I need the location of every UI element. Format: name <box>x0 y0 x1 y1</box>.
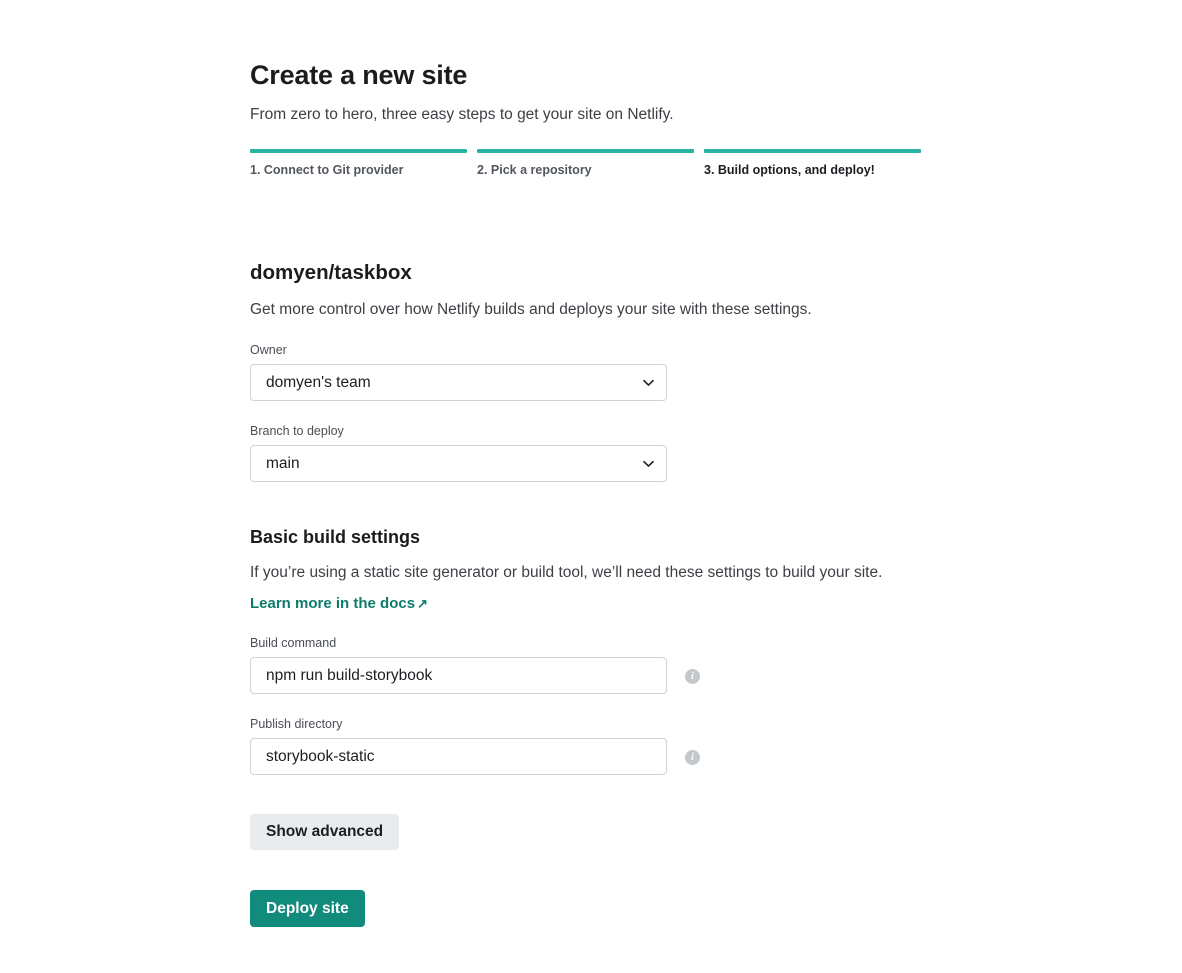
branch-label: Branch to deploy <box>250 424 344 438</box>
branch-field <box>250 423 950 482</box>
branch-select-wrapper <box>250 445 667 482</box>
repository-description: Get more control over how Netlify builds and deploys your site with these settings. <box>250 301 812 318</box>
page-content <box>250 0 950 927</box>
owner-label: Owner <box>250 343 287 357</box>
show-advanced-row <box>250 775 950 850</box>
step-connect-git-provider[interactable] <box>250 149 477 177</box>
owner-field <box>250 342 950 401</box>
step-label: 1. Connect to Git provider <box>250 163 404 177</box>
build-settings-description: If you’re using a static site generator or build tool, we’ll need these settings to build your site. <box>250 564 883 581</box>
page-title: Create a new site <box>250 60 468 90</box>
build-command-row <box>250 657 950 694</box>
docs-link[interactable] <box>250 595 428 612</box>
deploy-site-button[interactable]: Deploy site <box>250 890 365 927</box>
info-icon[interactable]: i <box>685 750 700 765</box>
build-command-label: Build command <box>250 636 337 650</box>
docs-link-label: Learn more in the docs <box>250 595 416 612</box>
publish-directory-input[interactable] <box>250 738 667 775</box>
step-label: 3. Build options, and deploy! <box>704 163 875 177</box>
publish-directory-field <box>250 716 950 775</box>
deploy-row <box>250 850 950 927</box>
build-command-input[interactable] <box>250 657 667 694</box>
step-pick-a-repository[interactable] <box>477 149 704 177</box>
info-icon[interactable]: i <box>685 669 700 684</box>
step-build-options-and-deploy[interactable] <box>704 149 931 177</box>
page-subtitle: From zero to hero, three easy steps to get your site on Netlify. <box>250 106 674 123</box>
show-advanced-button[interactable]: Show advanced <box>250 814 399 850</box>
branch-select[interactable] <box>250 445 667 482</box>
publish-directory-label: Publish directory <box>250 717 343 731</box>
external-link-icon: ↗ <box>417 596 428 611</box>
owner-select[interactable] <box>250 364 667 401</box>
step-label: 2. Pick a repository <box>477 163 592 177</box>
progress-steps <box>250 149 932 177</box>
owner-select-wrapper <box>250 364 667 401</box>
build-settings-title: Basic build settings <box>250 527 421 547</box>
publish-directory-row <box>250 738 950 775</box>
build-command-field <box>250 635 950 694</box>
repository-name: domyen/taskbox <box>250 261 412 284</box>
